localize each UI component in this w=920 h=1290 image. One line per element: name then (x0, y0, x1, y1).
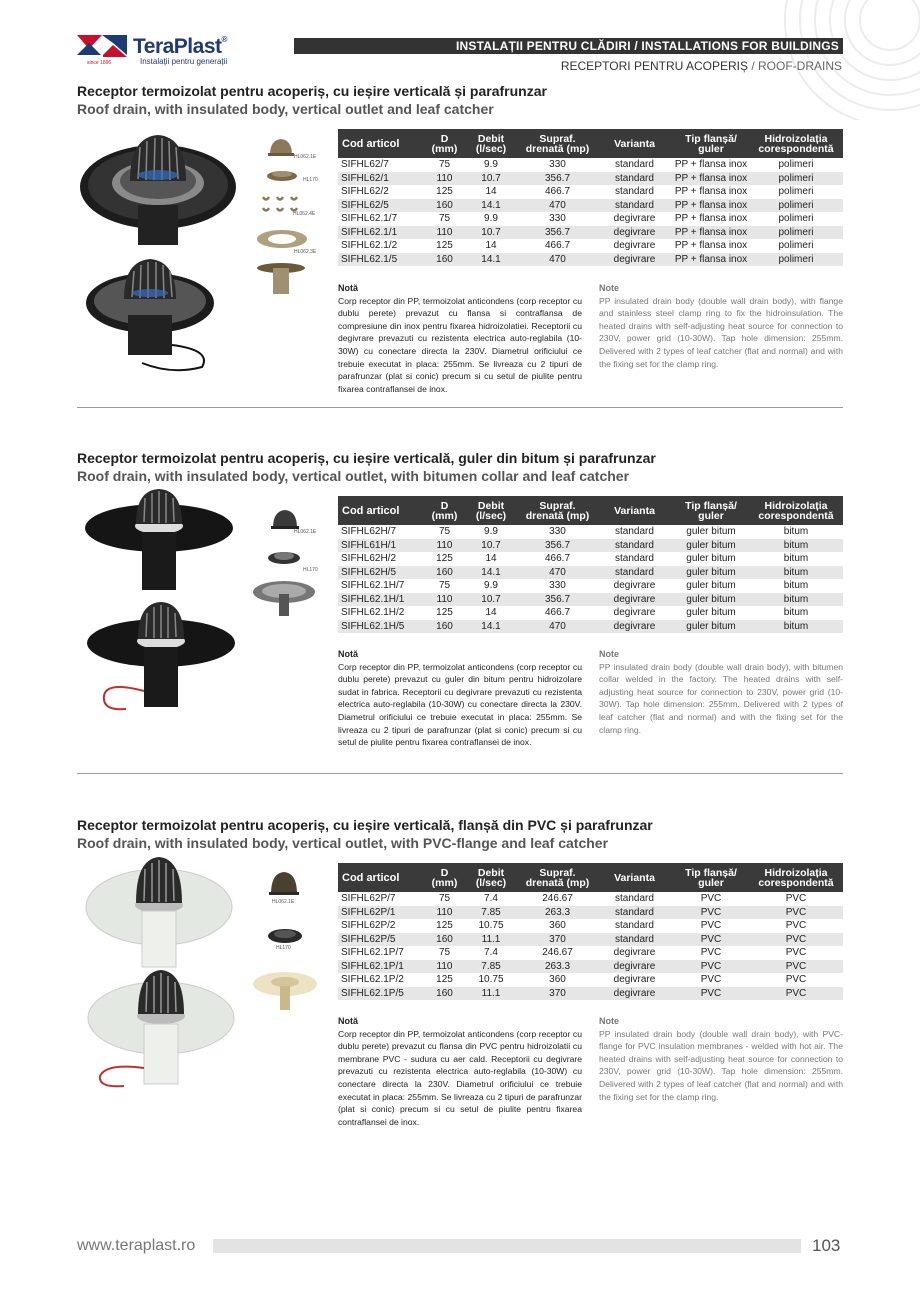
table-cell: degivrare (613, 947, 656, 958)
table-cell: 10.75 (478, 974, 504, 985)
table-cell: guler bitum (686, 553, 736, 564)
table-cell: 10.7 (463, 226, 519, 240)
table-cell: standard (615, 186, 654, 197)
column-header: Varianta (596, 496, 673, 525)
section-2-note-en (599, 648, 843, 736)
table-cell: standard (615, 920, 654, 931)
table-cell: 356.7 (519, 172, 596, 186)
table-cell: 125 (436, 553, 453, 564)
table-cell: PVC (700, 893, 722, 904)
table-cell: 360 (549, 920, 566, 931)
logo-name (133, 35, 227, 59)
note-text: Corp receptor din PP, termoizolat anticondens (corp receptor cu dublu perete) prevazut cu flansa din PVC pentru hidroizolatii cu membrane PVC - sudura cu aer cald. Receptorii cu degivrare prevazuti cu rezistenta electrica auto-reglabila (10-30W) cu conectare directa la 230V. Diametrul orificiului ce trebuie executat in placa: 255mm. Se livreaza cu 2 tipuri de parafrunzar (plat si conic) precum si cu setul de piulite pentru fixarea contraflansei de inox. (338, 1028, 582, 1127)
table-cell: 125 (436, 974, 453, 985)
table-cell: 370 (519, 933, 596, 947)
table-cell: 125 (436, 240, 453, 251)
footer-website-link[interactable]: www.teraplast.ro (77, 1237, 196, 1254)
table-cell: 9.9 (484, 526, 498, 537)
table-cell: standard (615, 159, 654, 170)
table-cell: 75 (438, 526, 451, 537)
column-header: D (mm) (426, 129, 463, 158)
column-header: Tip flanșă/ guler (673, 129, 749, 158)
section-2-title-ro: Receptor termoizolat pentru acoperiș, cu ieșire verticală, guler din bitum și parafrunzar (77, 450, 656, 466)
note-title: Notă (338, 1016, 358, 1026)
subcategory (540, 59, 842, 73)
table-cell: 110 (426, 172, 463, 186)
table-cell: 263.3 (519, 906, 596, 920)
table-row (338, 620, 843, 634)
section-2-spec-table (338, 496, 843, 633)
table-cell: degivrare (596, 620, 673, 634)
table-row (338, 185, 843, 199)
table-cell: PVC (785, 947, 807, 958)
table-cell: 10.7 (463, 172, 519, 186)
table-cell: PP + flansa inox (674, 186, 748, 197)
table-cell: 125 (436, 920, 453, 931)
table-cell: 160 (426, 620, 463, 634)
column-header: Cod articol (338, 129, 426, 158)
table-cell: 160 (426, 933, 463, 947)
table-cell: SIFHL62P/2 (341, 920, 396, 931)
flat-leaf-catcher-thumbnail (266, 925, 304, 945)
pvc-flange-thumbnail (252, 970, 318, 1012)
table-row (338, 606, 843, 620)
table-cell: SIFHL62P/5 (338, 933, 426, 947)
table-cell: 9.9 (484, 580, 498, 591)
table-cell: degivrare (596, 253, 673, 267)
table-cell: 10.75 (478, 920, 504, 931)
table-cell: 9.9 (484, 213, 498, 224)
table-cell: 330 (549, 580, 566, 591)
table-row (338, 212, 843, 226)
section-divider (77, 407, 843, 408)
note-title: Notă (338, 649, 358, 659)
table-cell: SIFHL62.1H/2 (341, 607, 405, 618)
table-row (338, 253, 843, 267)
table-cell: standard (596, 539, 673, 553)
note-text: Corp receptor din PP, termoizolat anticondens (corp receptor cu dublu perete) prevazut cu guler din bitum pentru hidroizolare sudat in fabrica. Receptorii cu degivrare prevazuti cu rezistenta electrica auto-reglabila (10-30W) cu conectare directa la 230V. Diametrul orificiului ce trebuie executat in placa: 255mm. Se livreaza cu 2 tipuri de parafrunzar (plat si conic) precum si cu setul de piulite pentru fixarea contraflansei de inox. (338, 661, 582, 748)
table-cell: 75 (438, 580, 451, 591)
table-cell: guler bitum (673, 539, 749, 553)
table-cell: bitum (783, 607, 809, 618)
table-cell: polimeri (778, 213, 814, 224)
table-cell: standard (596, 199, 673, 213)
table-row (338, 566, 843, 580)
section-1-title-ro: Receptor termoizolat pentru acoperiș, cu ieșire verticală și parafrunzar (77, 83, 547, 99)
table-header-row (338, 129, 843, 158)
table-cell: 14 (485, 553, 497, 564)
table-cell: 246.67 (542, 893, 573, 904)
table-cell: degivrare (613, 213, 656, 224)
table-cell: SIFHL62/5 (338, 199, 426, 213)
table-cell: guler bitum (673, 566, 749, 580)
table-cell: 370 (519, 987, 596, 1001)
table-body (338, 525, 843, 633)
table-cell: degivrare (613, 607, 656, 618)
column-header: Debit (l/sec) (463, 863, 519, 892)
table-cell: SIFHL62.1H/5 (338, 620, 426, 634)
flat-leaf-catcher-thumbnail (266, 168, 298, 182)
table-cell: degivrare (596, 593, 673, 607)
table-cell: standard (596, 172, 673, 186)
section-1-spec-table (338, 129, 843, 266)
table-cell: 356.7 (519, 226, 596, 240)
flat-leaf-catcher-thumbnail (266, 548, 302, 566)
table-cell: 356.7 (519, 539, 596, 553)
note-title: Note (599, 649, 619, 659)
thumb-label: HL062.3E (294, 249, 317, 255)
leaf-catcher-thumbnail (268, 870, 300, 896)
drain-part-thumbnail (256, 262, 306, 296)
table-cell: bitum (783, 553, 809, 564)
table-cell: 330 (549, 526, 566, 537)
table-cell: 470 (519, 199, 596, 213)
table-body (338, 158, 843, 266)
table-cell: 466.7 (544, 240, 571, 251)
table-cell: SIFHL62.1H/7 (341, 580, 405, 591)
table-cell: bitum (783, 526, 809, 537)
section-2-product-photo-bottom (86, 601, 236, 761)
table-cell: 160 (426, 987, 463, 1001)
table-cell: 160 (426, 566, 463, 580)
section-1-note-ro (338, 282, 582, 395)
table-cell: SIFHL62.1/1 (338, 226, 426, 240)
column-header: Hidroizolația corespondentă (749, 863, 843, 892)
table-cell: SIFHL62H/2 (341, 553, 397, 564)
table-row (338, 199, 843, 213)
table-cell: PVC (785, 893, 807, 904)
table-row (338, 987, 843, 1001)
column-header: D (mm) (426, 496, 463, 525)
table-cell: degivrare (613, 974, 656, 985)
table-cell: 356.7 (519, 593, 596, 607)
thumb-label: HL062.1E (294, 154, 317, 160)
table-cell: PVC (749, 933, 843, 947)
table-cell: bitum (749, 539, 843, 553)
table-cell: 7.85 (463, 960, 519, 974)
table-cell: 470 (519, 620, 596, 634)
table-cell: standard (596, 566, 673, 580)
section-1-product-photo-top (78, 125, 238, 250)
table-cell: SIFHL62P/1 (338, 906, 426, 920)
table-cell: 75 (438, 893, 451, 904)
table-cell: PVC (673, 987, 749, 1001)
table-cell: 110 (426, 539, 463, 553)
table-cell: SIFHL62.1P/1 (338, 960, 426, 974)
table-cell: 466.7 (544, 553, 571, 564)
section-2-product-photo-top (84, 488, 234, 593)
table-cell: polimeri (749, 172, 843, 186)
table-cell: polimeri (778, 159, 814, 170)
table-cell: 10.7 (463, 539, 519, 553)
table-row (338, 933, 843, 947)
column-header: Hidroizolația corespondentă (749, 496, 843, 525)
thumb-label: HL062.4E (293, 211, 316, 217)
table-cell: SIFHL62/2 (341, 186, 389, 197)
section-3-product-photo-top (84, 855, 234, 970)
table-cell: standard (615, 553, 654, 564)
bitumen-collar-thumbnail (252, 580, 316, 618)
table-cell: 330 (549, 213, 566, 224)
table-row (338, 906, 843, 920)
table-cell: SIFHL62.1P/7 (341, 947, 404, 958)
table-cell: SIFHL62.1/5 (338, 253, 426, 267)
table-cell: 7.4 (484, 893, 498, 904)
table-cell: 263.3 (519, 960, 596, 974)
teraplast-logo[interactable] (77, 35, 242, 69)
table-cell: PP + flansa inox (674, 159, 748, 170)
column-header: Supraf. drenată (mp) (519, 496, 596, 525)
table-cell: bitum (783, 580, 809, 591)
section-1-title-en: Roof drain, with insulated body, vertical outlet and leaf catcher (77, 101, 494, 117)
table-cell: 246.67 (542, 947, 573, 958)
table-header-row (338, 496, 843, 525)
table-cell: PVC (700, 974, 722, 985)
table-cell: 75 (438, 159, 451, 170)
section-divider (77, 773, 843, 774)
leaf-catcher-thumbnail (270, 508, 300, 530)
table-header-row (338, 863, 843, 892)
table-cell: polimeri (749, 226, 843, 240)
table-cell: PP + flansa inox (674, 213, 748, 224)
logo-registered: ® (221, 35, 227, 44)
logo-tagline: Instalații pentru generații (140, 57, 228, 66)
logo-roof-icon (77, 35, 127, 59)
table-cell: 11.1 (463, 987, 519, 1001)
table-cell: 14.1 (463, 253, 519, 267)
subcategory-separator: / (747, 59, 758, 73)
column-header: Debit (l/sec) (463, 129, 519, 158)
table-cell: guler bitum (673, 593, 749, 607)
section-2-title-en: Roof drain, with insulated body, vertical outlet, with bitumen collar and leaf catcher (77, 468, 630, 484)
section-3-note-en (599, 1015, 843, 1103)
table-cell: guler bitum (686, 526, 736, 537)
table-cell: 466.7 (544, 186, 571, 197)
table-cell: 7.4 (484, 947, 498, 958)
table-row (338, 172, 843, 186)
table-row (338, 919, 843, 933)
table-body (338, 892, 843, 1000)
leaf-catcher-thumbnail (266, 137, 296, 157)
logo-since: since 1896 (87, 60, 112, 66)
table-cell: 470 (519, 253, 596, 267)
note-title: Note (599, 283, 619, 293)
column-header: Varianta (596, 129, 673, 158)
table-cell: bitum (749, 566, 843, 580)
table-cell: bitum (749, 593, 843, 607)
table-cell: degivrare (613, 240, 656, 251)
table-row (338, 960, 843, 974)
table-row (338, 593, 843, 607)
table-cell: 14.1 (463, 566, 519, 580)
table-cell: degivrare (596, 226, 673, 240)
table-row (338, 946, 843, 960)
note-text: Corp receptor din PP, termoizolat anticondens (corp receptor cu dublu perete) prevazut cu flansa si contraflansa de compresiune din inox pentru fixarea hidroizolatiei. Receptorii cu degivrare prevazuti cu rezistenta electrica auto-reglabila (10-30W) cu conectare directa la 230V. Diametrul orificiului ce trebuie executat in placa: 255mm. Se livreaza cu 2 tipuri de parafrunzar (plat si conic) precum si cu setul de piulite pentru fixarea contraflansei de inox. (338, 295, 582, 394)
table-cell: 470 (519, 566, 596, 580)
table-cell: standard (596, 906, 673, 920)
table-cell: 110 (426, 226, 463, 240)
table-cell: standard (596, 933, 673, 947)
table-cell: standard (615, 893, 654, 904)
table-cell: PP + flansa inox (674, 240, 748, 251)
table-cell: 7.85 (463, 906, 519, 920)
table-cell: 330 (549, 159, 566, 170)
section-3-note-ro (338, 1015, 582, 1128)
thumb-label: HL062.1E (272, 899, 295, 905)
note-text: PP insulated drain body (double wall drain body), with flange and stainless steel clamp ring to fix the hidroinsulation. The heated drains with self-adjusting heat source for connection to 230V, power grid (10-30W). Tap hole dimension: 255mm. Delivered with 2 types of leaf catcher (flat and normal) and with the fixing set for the clamp ring. (599, 295, 843, 369)
column-header: D (mm) (426, 863, 463, 892)
table-cell: 160 (426, 253, 463, 267)
column-header: Tip flanșă/ guler (673, 863, 749, 892)
table-cell: 75 (438, 213, 451, 224)
table-cell: polimeri (778, 240, 814, 251)
table-cell: polimeri (749, 199, 843, 213)
table-cell: SIFHL62P/7 (341, 893, 396, 904)
table-cell: PP + flansa inox (674, 172, 748, 184)
table-cell: 14.1 (463, 620, 519, 634)
table-cell: guler bitum (686, 580, 736, 591)
footer-bar (213, 1239, 801, 1253)
table-cell: PVC (673, 906, 749, 920)
table-cell: PVC (700, 920, 722, 931)
table-cell: polimeri (749, 253, 843, 267)
table-cell: PVC (785, 920, 807, 931)
table-row (338, 892, 843, 906)
table-cell: SIFHL62.1/2 (341, 240, 398, 251)
table-cell: 360 (549, 974, 566, 985)
table-cell: bitum (749, 620, 843, 634)
table-cell: SIFHL62.1/7 (341, 213, 398, 224)
table-cell: PP + flansa inox (674, 253, 748, 265)
thumb-label: HL170 (303, 567, 318, 573)
table-cell: 14 (485, 240, 497, 251)
section-3-spec-table (338, 863, 843, 1000)
subcategory-en: ROOF-DRAINS (758, 59, 842, 73)
thumb-label: HL062.1E (294, 529, 317, 535)
section-1-note-en (599, 282, 843, 370)
table-cell: PP + flansa inox (674, 226, 748, 238)
table-cell: SIFHL62.1P/5 (338, 987, 426, 1001)
table-cell: 9.9 (484, 159, 498, 170)
table-cell: PVC (749, 987, 843, 1001)
table-row (338, 525, 843, 539)
table-cell: PVC (749, 960, 843, 974)
table-cell: SIFHL62/1 (338, 172, 426, 186)
section-3-title-en: Roof drain, with insulated body, vertical outlet, with PVC-flange and leaf catcher (77, 835, 609, 851)
note-title: Note (599, 1016, 619, 1026)
table-row (338, 579, 843, 593)
table-cell: 110 (426, 906, 463, 920)
table-cell: 14 (485, 186, 497, 197)
page-number: 103 (812, 1236, 841, 1255)
note-text: PP insulated drain body (double wall drain body), with bitumen collar welded in the factory. The heated drains with self-adjusting heat source for connection to 230V, power grid (10-30W). Tap hole dimension: 255mm. Delivered with 2 types of leaf catcher (flat and normal) and with the fixing set for the clamp ring. (599, 661, 843, 735)
table-cell: SIFHL61H/1 (338, 539, 426, 553)
table-cell: 11.1 (463, 933, 519, 947)
clamp-ring-thumbnail (256, 229, 308, 249)
table-cell: 110 (426, 960, 463, 974)
table-cell: 125 (436, 607, 453, 618)
table-cell: 14 (485, 607, 497, 618)
table-cell: guler bitum (686, 607, 736, 618)
table-cell: guler bitum (673, 620, 749, 634)
section-3-title-ro: Receptor termoizolat pentru acoperiș, cu ieșire verticală, flanșă din PVC și parafrunzar (77, 817, 653, 833)
section-2-note-ro (338, 648, 582, 749)
table-cell: SIFHL62.1P/2 (341, 974, 404, 985)
column-header: Debit (l/sec) (463, 496, 519, 525)
table-cell: PVC (749, 906, 843, 920)
table-cell: degivrare (613, 580, 656, 591)
table-row (338, 552, 843, 566)
table-cell: SIFHL62/7 (341, 159, 389, 170)
table-cell: degivrare (596, 987, 673, 1001)
table-cell: standard (615, 526, 654, 537)
note-title: Notă (338, 283, 358, 293)
table-cell: degivrare (596, 960, 673, 974)
column-header: Supraf. drenată (mp) (519, 863, 596, 892)
thumb-label: HL170 (276, 945, 291, 951)
table-cell: 125 (436, 186, 453, 197)
table-cell: 10.7 (463, 593, 519, 607)
column-header: Cod articol (338, 863, 426, 892)
table-row (338, 226, 843, 240)
table-cell: 14.1 (463, 199, 519, 213)
column-header: Tip flanșă/ guler (673, 496, 749, 525)
table-cell: PVC (673, 933, 749, 947)
table-cell: PP + flansa inox (674, 199, 748, 211)
column-header: Supraf. drenată (mp) (519, 129, 596, 158)
section-3-product-photo-bottom (86, 968, 236, 1098)
table-row (338, 539, 843, 553)
table-cell: 110 (426, 593, 463, 607)
column-header: Varianta (596, 863, 673, 892)
table-cell: SIFHL62H/7 (341, 526, 397, 537)
table-cell: 160 (426, 199, 463, 213)
table-cell: PVC (700, 947, 722, 958)
table-cell: PVC (785, 974, 807, 985)
thumb-label: HL170 (303, 177, 318, 183)
table-cell: polimeri (778, 186, 814, 197)
category-bar: INSTALAȚII PENTRU CLĂDIRI / INSTALLATIONS FOR BUILDINGS (294, 38, 843, 54)
table-row (338, 239, 843, 253)
logo-name-text: TeraPlast (133, 35, 222, 58)
table-row (338, 973, 843, 987)
table-row (338, 158, 843, 172)
column-header: Cod articol (338, 496, 426, 525)
column-header: Hidroizolația corespondentă (749, 129, 843, 158)
table-cell: PVC (673, 960, 749, 974)
table-cell: 75 (438, 947, 451, 958)
table-cell: SIFHL62H/5 (338, 566, 426, 580)
note-text: PP insulated drain body (double wall drain body), with PVC-flange for PVC insulation membranes - welded with hot air. The heated drains with self-adjusting heat source for connection to 230V, power grid (10-30W). Tap hole dimension: 255mm. Delivered with 2 types of leaf catcher (flat and normal) and with the fixing set for the clamp ring. (599, 1028, 843, 1102)
section-1-product-photo-bottom (82, 255, 217, 375)
subcategory-ro: RECEPTORI PENTRU ACOPERIȘ (560, 59, 748, 73)
table-cell: SIFHL62.1H/1 (338, 593, 426, 607)
table-cell: 466.7 (544, 607, 571, 618)
